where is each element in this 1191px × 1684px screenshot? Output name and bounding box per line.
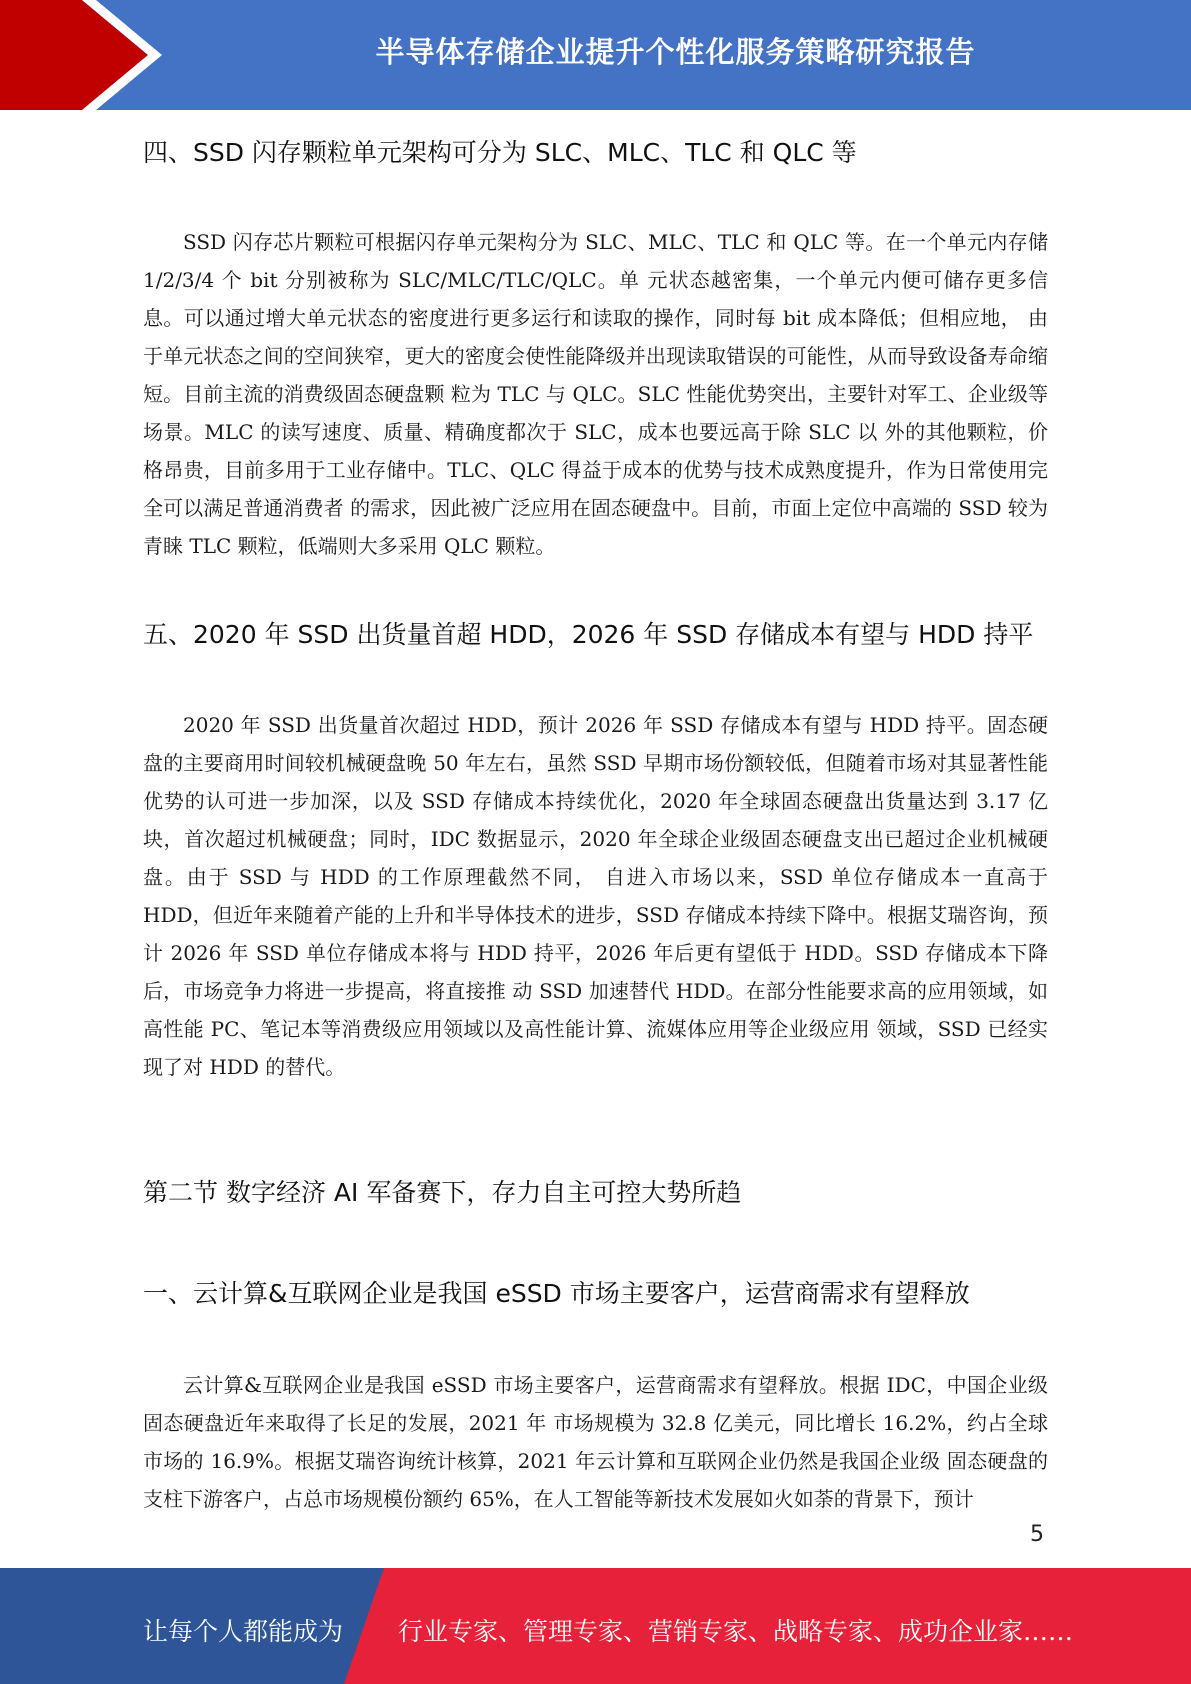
heading-section-4: 四、SSD 闪存颗粒单元架构可分为 SLC、MLC、TLC 和 QLC 等 — [143, 138, 857, 167]
page-header — [0, 0, 1191, 110]
heading-section-1: 一、云计算&互联网企业是我国 eSSD 市场主要客户，运营商需求有望释放 — [143, 1279, 970, 1308]
paragraph-section-1: 云计算&互联网企业是我国 eSSD 市场主要客户，运营商需求有望释放。根据 IDC，中国企业级固态硬盘近年来取得了长足的发展，2021 年 市场规模为 32.8 亿美元，同比增长 16.2%，约占全球市场的 16.9%。根据艾瑞咨询统计核算，2021 年云计算和互联网企业仍然是我国企业级 固态硬盘的支柱下游客户，占总市场规模份额约 65%，在人工智能等新技术发展如火如荼的背景下，预计 — [143, 1373, 1048, 1511]
page-number: 5 — [1030, 1522, 1044, 1547]
paragraph-section-4: SSD 闪存芯片颗粒可根据闪存单元架构分为 SLC、MLC、TLC 和 QLC 等。在一个单元内存储 1/2/3/4 个 bit 分别被称为 SLC/MLC/TLC/QLC。单 元状态越密集，一个单元内便可储存更多信息。可以通过增大单元状态的密度进行更多运行和读取的操作，同时每 bit 成本降低；但相应地， 由于单元状态之间的空间狭窄，更大的密度会使性能降级并出现读取错误的可能性，从而导致设备寿命缩短。目前主流的消费级固态硬盘颗 粒为 TLC 与 QLC。SLC 性能优势突出，主要针对军工、企业级等场景。MLC 的读写速度、质量、精确度都次于 SLC，成本也要远高于除 SLC 以 外的其他颗粒，价格昂贵，目前多用于工业存储中。TLC、QLC 得益于成本的优势与技术成熟度提升，作为日常使用完全可以满足普通消费者 的需求，因此被广泛应用在固态硬盘中。目前，市面上定位中高端的 SSD 较为青睐 TLC 颗粒，低端则大多采用 QLC 颗粒。 — [143, 230, 1048, 558]
heading-chapter-2: 第二节 数字经济 AI 军备赛下，存力自主可控大势所趋 — [143, 1178, 742, 1207]
paragraph-section-5: 2020 年 SSD 出货量首次超过 HDD，预计 2026 年 SSD 存储成本有望与 HDD 持平。固态硬盘的主要商用时间较机械硬盘晚 50 年左右，虽然 SSD 早期市场份额较低，但随着市场对其显著性能优势的认可进一步加深，以及 SSD 存储成本持续优化，2020 年全球固态硬盘出货量达到 3.17 亿块，首次超过机械硬盘；同时，IDC 数据显示，2020 年全球企业级固态硬盘支出已超过企业机械硬盘。由于 SSD 与 HDD 的工作原理截然不同， 自进入市场以来，SSD 单位存储成本一直高于 HDD，但近年来随着产能的上升和半导体技术的进步，SSD 存储成本持续下降中。根据艾瑞咨询，预计 2026 年 SSD 单位存储成本将与 HDD 持平，2026 年后更有望低于 HDD。SSD 存储成本下降后，市场竞争力将进一步提高，将直接推 动 SSD 加速替代 HDD。在部分性能要求高的应用领域，如高性能 PC、笔记本等消费级应用领域以及高性能计算、流媒体应用等企业级应用 领域，SSD 已经实现了对 HDD 的替代。 — [143, 713, 1048, 1079]
footer-slogan-left: 让每个人都能成为 — [143, 1617, 344, 1646]
page-footer — [0, 1568, 1191, 1684]
heading-section-5: 五、2020 年 SSD 出货量首超 HDD，2026 年 SSD 存储成本有望与 HDD 持平 — [143, 620, 1034, 649]
report-title: 半导体存储企业提升个性化服务策略研究报告 — [375, 35, 976, 69]
footer-slogan-right: 行业专家、管理专家、营销专家、战略专家、成功企业家…… — [398, 1617, 1074, 1646]
